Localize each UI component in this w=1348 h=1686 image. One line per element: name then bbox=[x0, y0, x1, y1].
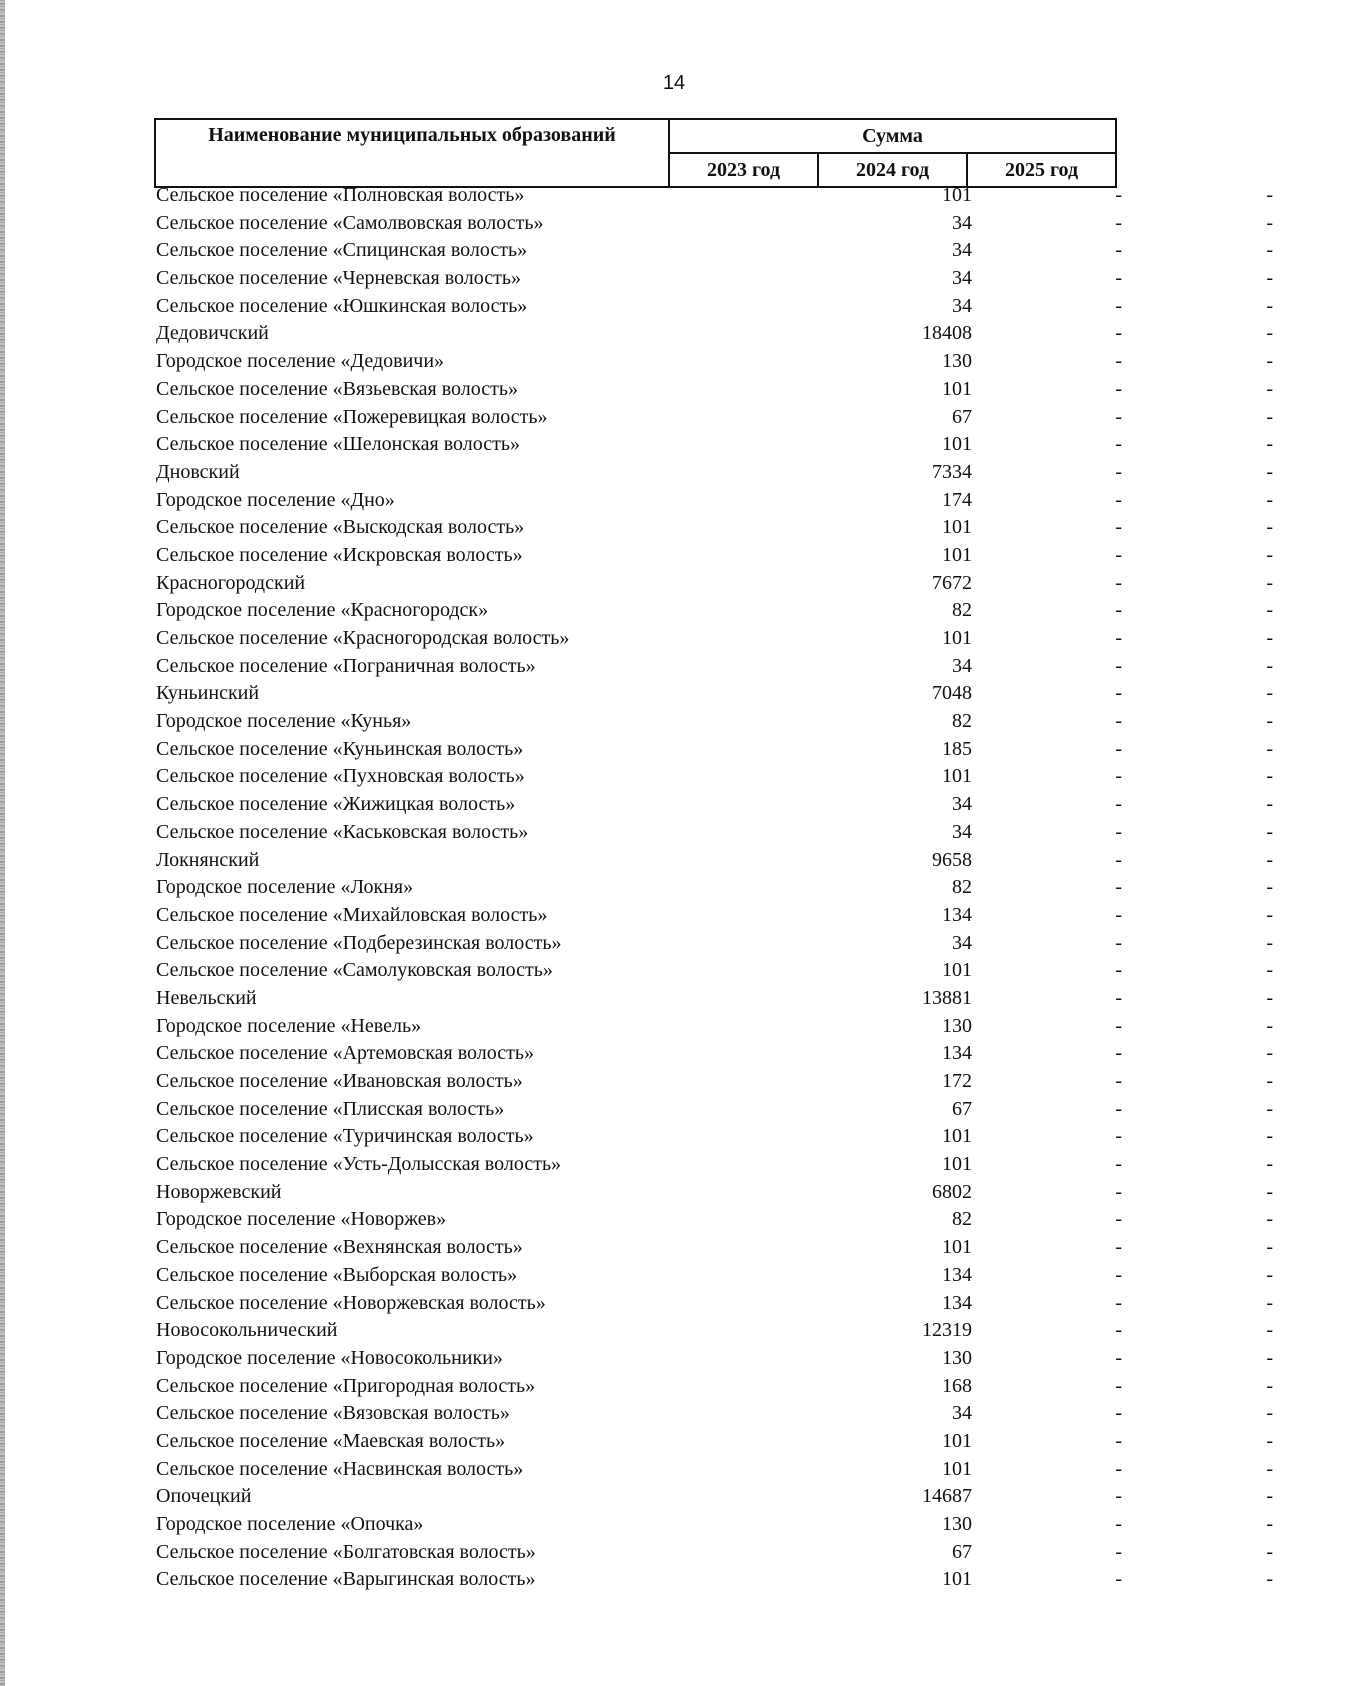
row-value-2025: - bbox=[1266, 571, 1273, 594]
header-year-2025: 2025 год bbox=[967, 153, 1116, 187]
row-value-2025: - bbox=[1266, 1485, 1273, 1508]
row-name: Локнянский bbox=[156, 848, 260, 871]
row-value-2023: 34 bbox=[952, 793, 972, 816]
row-value-2024: - bbox=[1115, 1208, 1122, 1231]
row-name: Городское поселение «Опочка» bbox=[156, 1513, 424, 1535]
row-value-2023: 82 bbox=[952, 599, 972, 622]
row-value-2024: - bbox=[1115, 1263, 1122, 1286]
table-row bbox=[154, 653, 1273, 681]
row-name: Городское поселение «Дедовичи» bbox=[156, 350, 445, 373]
table-row bbox=[154, 376, 1273, 404]
row-value-2024: - bbox=[1115, 1568, 1122, 1591]
row-value-2023: 82 bbox=[952, 710, 972, 733]
table-row bbox=[154, 1511, 1273, 1539]
header-sum: Сумма bbox=[669, 119, 1116, 153]
table-row bbox=[154, 320, 1273, 348]
row-value-2023: 7334 bbox=[932, 460, 972, 483]
table-row bbox=[154, 819, 1273, 847]
row-value-2025: - bbox=[1266, 1457, 1273, 1480]
row-name: Сельское поселение «Болгатовская волость» bbox=[156, 1540, 536, 1563]
row-value-2023: 82 bbox=[952, 1208, 972, 1231]
row-value-2024: - bbox=[1115, 405, 1122, 428]
row-value-2025: - bbox=[1266, 959, 1273, 982]
row-name: Новоржевский bbox=[156, 1180, 282, 1203]
row-value-2024: - bbox=[1115, 959, 1122, 982]
header-year-2023: 2023 год bbox=[669, 153, 818, 187]
row-value-2025: - bbox=[1266, 599, 1273, 622]
row-value-2025: - bbox=[1266, 654, 1273, 677]
row-value-2024: - bbox=[1115, 848, 1122, 871]
row-value-2023: 101 bbox=[942, 543, 972, 566]
row-value-2025: - bbox=[1266, 267, 1273, 290]
row-value-2023: 67 bbox=[952, 405, 972, 428]
row-value-2024: - bbox=[1115, 211, 1122, 234]
row-name: Городское поселение «Новоржев» bbox=[156, 1208, 447, 1231]
table-row bbox=[154, 182, 1273, 210]
row-name: Сельское поселение «Шелонская волость» bbox=[156, 433, 520, 456]
table-row bbox=[154, 874, 1273, 902]
row-value-2023: 34 bbox=[952, 267, 972, 290]
row-name: Сельское поселение «Маевская волость» bbox=[156, 1429, 506, 1452]
row-name: Опочецкий bbox=[156, 1485, 252, 1508]
row-value-2024: - bbox=[1115, 1125, 1122, 1148]
row-value-2023: 34 bbox=[952, 654, 972, 677]
row-value-2023: 101 bbox=[942, 433, 972, 456]
row-value-2024: - bbox=[1115, 543, 1122, 566]
row-name: Сельское поселение «Вехнянская волость» bbox=[156, 1236, 523, 1259]
row-value-2025: - bbox=[1266, 710, 1273, 733]
table-row bbox=[154, 902, 1273, 930]
row-value-2025: - bbox=[1266, 1125, 1273, 1148]
row-name: Сельское поселение «Выскодская волость» bbox=[156, 516, 525, 539]
row-value-2024: - bbox=[1115, 433, 1122, 456]
table-row bbox=[154, 1345, 1273, 1373]
row-value-2025: - bbox=[1266, 239, 1273, 262]
row-value-2024: - bbox=[1115, 903, 1122, 926]
row-value-2025: - bbox=[1266, 1263, 1273, 1286]
row-value-2025: - bbox=[1266, 1374, 1273, 1397]
row-name: Городское поселение «Кунья» bbox=[156, 710, 412, 733]
row-value-2023: 34 bbox=[952, 1402, 972, 1425]
table-row bbox=[154, 1123, 1273, 1151]
row-value-2025: - bbox=[1266, 1208, 1273, 1231]
row-value-2024: - bbox=[1115, 294, 1122, 317]
row-name: Сельское поселение «Самолуковская волость» bbox=[156, 959, 553, 982]
row-name: Сельское поселение «Туричинская волость» bbox=[156, 1125, 534, 1148]
row-value-2023: 34 bbox=[952, 211, 972, 234]
row-value-2024: - bbox=[1115, 1070, 1122, 1092]
table-row bbox=[154, 1179, 1273, 1207]
row-value-2023: 101 bbox=[942, 627, 972, 649]
table-header bbox=[154, 118, 1117, 188]
row-value-2024: - bbox=[1115, 793, 1122, 816]
row-value-2023: 101 bbox=[942, 1429, 972, 1452]
row-value-2025: - bbox=[1266, 1568, 1273, 1591]
row-name: Сельское поселение «Пухновская волость» bbox=[156, 765, 525, 788]
row-name: Сельское поселение «Михайловская волость» bbox=[156, 903, 548, 926]
row-value-2024: - bbox=[1115, 184, 1122, 206]
row-value-2025: - bbox=[1266, 1236, 1273, 1259]
row-name: Сельское поселение «Черневская волость» bbox=[156, 267, 522, 290]
row-value-2024: - bbox=[1115, 571, 1122, 594]
row-name: Сельское поселение «Вязьевская волость» bbox=[156, 377, 518, 400]
table-row bbox=[154, 1428, 1273, 1456]
row-value-2025: - bbox=[1266, 1346, 1273, 1369]
table-row bbox=[154, 1206, 1273, 1234]
row-name: Сельское поселение «Красногородская волость» bbox=[156, 627, 570, 649]
row-value-2025: - bbox=[1266, 1180, 1273, 1203]
table-row bbox=[154, 1234, 1273, 1262]
table-row bbox=[154, 1040, 1273, 1068]
row-value-2023: 18408 bbox=[922, 322, 972, 345]
table-row bbox=[154, 1539, 1273, 1567]
table-row bbox=[154, 680, 1273, 708]
row-value-2025: - bbox=[1266, 737, 1273, 760]
table-row bbox=[154, 514, 1273, 542]
row-name: Сельское поселение «Новоржевская волость» bbox=[156, 1291, 546, 1314]
table-row bbox=[154, 1262, 1273, 1290]
row-value-2024: - bbox=[1115, 1402, 1122, 1425]
table-row bbox=[154, 487, 1273, 515]
row-value-2023: 12319 bbox=[922, 1319, 972, 1342]
row-value-2024: - bbox=[1115, 1319, 1122, 1342]
row-value-2023: 101 bbox=[942, 1236, 972, 1259]
row-value-2024: - bbox=[1115, 682, 1122, 705]
table-row bbox=[154, 1400, 1273, 1428]
table-row bbox=[154, 1456, 1273, 1484]
row-name: Невельский bbox=[156, 986, 257, 1009]
row-value-2023: 67 bbox=[952, 1540, 972, 1563]
table-row bbox=[154, 293, 1273, 321]
row-value-2025: - bbox=[1266, 682, 1273, 705]
row-value-2025: - bbox=[1266, 516, 1273, 539]
row-name: Сельское поселение «Юшкинская волость» bbox=[156, 294, 528, 317]
row-value-2024: - bbox=[1115, 1014, 1122, 1037]
row-value-2023: 174 bbox=[942, 488, 972, 511]
table-row bbox=[154, 847, 1273, 875]
row-value-2023: 34 bbox=[952, 294, 972, 317]
row-value-2023: 134 bbox=[942, 1291, 972, 1314]
table-row bbox=[154, 348, 1273, 376]
header-name: Наименование муниципальных образований bbox=[155, 119, 669, 187]
row-value-2024: - bbox=[1115, 1097, 1122, 1120]
row-value-2024: - bbox=[1115, 239, 1122, 262]
row-value-2025: - bbox=[1266, 184, 1273, 206]
row-value-2025: - bbox=[1266, 1042, 1273, 1065]
row-value-2025: - bbox=[1266, 1319, 1273, 1342]
row-name: Городское поселение «Дно» bbox=[156, 488, 395, 511]
row-value-2024: - bbox=[1115, 322, 1122, 345]
row-value-2023: 101 bbox=[942, 184, 972, 206]
row-value-2024: - bbox=[1115, 1346, 1122, 1369]
row-value-2023: 82 bbox=[952, 876, 972, 899]
row-name: Городское поселение «Невель» bbox=[156, 1014, 422, 1037]
row-name: Сельское поселение «Пограничная волость» bbox=[156, 654, 536, 677]
row-value-2023: 67 bbox=[952, 1097, 972, 1120]
table-row bbox=[154, 459, 1273, 487]
table-row bbox=[154, 210, 1273, 238]
table-row bbox=[154, 791, 1273, 819]
row-value-2024: - bbox=[1115, 710, 1122, 733]
row-value-2025: - bbox=[1266, 820, 1273, 843]
table-row bbox=[154, 930, 1273, 958]
row-value-2024: - bbox=[1115, 654, 1122, 677]
row-value-2024: - bbox=[1115, 1180, 1122, 1203]
row-value-2023: 101 bbox=[942, 1457, 972, 1480]
row-value-2025: - bbox=[1266, 1097, 1273, 1120]
row-value-2025: - bbox=[1266, 1291, 1273, 1314]
row-value-2025: - bbox=[1266, 1402, 1273, 1425]
table-row bbox=[154, 431, 1273, 459]
row-value-2025: - bbox=[1266, 931, 1273, 954]
row-name: Новосокольнический bbox=[156, 1319, 338, 1342]
table-row bbox=[154, 1566, 1273, 1594]
row-value-2025: - bbox=[1266, 350, 1273, 373]
row-name: Куньинский bbox=[156, 682, 260, 705]
row-value-2024: - bbox=[1115, 1042, 1122, 1065]
row-value-2023: 13881 bbox=[922, 986, 972, 1009]
table-row bbox=[154, 404, 1273, 432]
row-value-2025: - bbox=[1266, 405, 1273, 428]
row-value-2023: 101 bbox=[942, 959, 972, 982]
table-row bbox=[154, 237, 1273, 265]
table-row bbox=[154, 570, 1273, 598]
row-name: Сельское поселение «Варыгинская волость» bbox=[156, 1568, 536, 1591]
row-name: Сельское поселение «Куньинская волость» bbox=[156, 737, 524, 760]
row-value-2025: - bbox=[1266, 460, 1273, 483]
row-value-2024: - bbox=[1115, 876, 1122, 899]
row-name: Сельское поселение «Вязовская волость» bbox=[156, 1402, 510, 1425]
row-name: Сельское поселение «Насвинская волость» bbox=[156, 1457, 524, 1480]
row-value-2024: - bbox=[1115, 377, 1122, 400]
row-value-2025: - bbox=[1266, 765, 1273, 788]
row-value-2024: - bbox=[1115, 1513, 1122, 1535]
row-name: Сельское поселение «Спицинская волость» bbox=[156, 239, 528, 262]
row-name: Сельское поселение «Искровская волость» bbox=[156, 543, 523, 566]
row-value-2023: 134 bbox=[942, 903, 972, 926]
row-value-2023: 185 bbox=[942, 737, 972, 760]
row-value-2023: 101 bbox=[942, 516, 972, 539]
table-body bbox=[154, 182, 1273, 1594]
table-row bbox=[154, 542, 1273, 570]
row-value-2024: - bbox=[1115, 931, 1122, 954]
row-value-2023: 130 bbox=[942, 1346, 972, 1369]
row-value-2024: - bbox=[1115, 1374, 1122, 1397]
row-name: Сельское поселение «Выборская волость» bbox=[156, 1263, 518, 1286]
row-value-2025: - bbox=[1266, 1014, 1273, 1037]
row-value-2023: 34 bbox=[952, 820, 972, 843]
row-value-2024: - bbox=[1115, 765, 1122, 788]
row-value-2023: 101 bbox=[942, 1125, 972, 1148]
row-value-2025: - bbox=[1266, 488, 1273, 511]
row-value-2024: - bbox=[1115, 1485, 1122, 1508]
row-value-2025: - bbox=[1266, 986, 1273, 1009]
row-value-2024: - bbox=[1115, 1457, 1122, 1480]
row-value-2024: - bbox=[1115, 460, 1122, 483]
row-value-2023: 34 bbox=[952, 239, 972, 262]
header-year-2024: 2024 год bbox=[818, 153, 967, 187]
row-name: Красногородский bbox=[156, 571, 306, 594]
row-value-2025: - bbox=[1266, 1513, 1273, 1535]
row-value-2023: 6802 bbox=[932, 1180, 972, 1203]
row-value-2025: - bbox=[1266, 627, 1273, 649]
row-value-2025: - bbox=[1266, 848, 1273, 871]
row-value-2023: 9658 bbox=[932, 848, 972, 871]
row-name: Сельское поселение «Усть-Долысская волость» bbox=[156, 1153, 562, 1176]
row-value-2023: 101 bbox=[942, 377, 972, 400]
row-name: Сельское поселение «Полновская волость» bbox=[156, 184, 525, 206]
table-row bbox=[154, 957, 1273, 985]
row-name: Сельское поселение «Подберезинская волость» bbox=[156, 931, 562, 954]
row-value-2024: - bbox=[1115, 1429, 1122, 1452]
table-row bbox=[154, 708, 1273, 736]
row-value-2023: 14687 bbox=[922, 1485, 972, 1508]
table-row bbox=[154, 625, 1273, 653]
row-value-2025: - bbox=[1266, 211, 1273, 234]
table-row bbox=[154, 1013, 1273, 1041]
table-row bbox=[154, 597, 1273, 625]
row-value-2023: 130 bbox=[942, 350, 972, 373]
row-value-2024: - bbox=[1115, 820, 1122, 843]
row-value-2024: - bbox=[1115, 350, 1122, 373]
table-row bbox=[154, 1317, 1273, 1345]
row-value-2025: - bbox=[1266, 543, 1273, 566]
row-value-2025: - bbox=[1266, 433, 1273, 456]
table-row bbox=[154, 1151, 1273, 1179]
row-value-2024: - bbox=[1115, 1291, 1122, 1314]
row-value-2023: 7048 bbox=[932, 682, 972, 705]
row-value-2023: 101 bbox=[942, 1568, 972, 1591]
row-value-2023: 172 bbox=[942, 1070, 972, 1092]
row-value-2023: 168 bbox=[942, 1374, 972, 1397]
scan-edge bbox=[0, 0, 5, 1686]
row-name: Сельское поселение «Плисская волость» bbox=[156, 1097, 505, 1120]
row-name: Городское поселение «Новосокольники» bbox=[156, 1346, 503, 1369]
row-value-2023: 101 bbox=[942, 765, 972, 788]
row-value-2025: - bbox=[1266, 793, 1273, 816]
row-value-2025: - bbox=[1266, 1070, 1273, 1092]
row-name: Сельское поселение «Самолвовская волость» bbox=[156, 211, 544, 234]
row-value-2024: - bbox=[1115, 986, 1122, 1009]
table-row bbox=[154, 1483, 1273, 1511]
page-number: 14 bbox=[662, 72, 686, 94]
table-row bbox=[154, 1068, 1273, 1096]
row-value-2023: 134 bbox=[942, 1263, 972, 1286]
table-row bbox=[154, 763, 1273, 791]
row-value-2025: - bbox=[1266, 322, 1273, 345]
table-row bbox=[154, 1290, 1273, 1318]
row-value-2025: - bbox=[1266, 1429, 1273, 1452]
table-row bbox=[154, 1373, 1273, 1401]
row-value-2025: - bbox=[1266, 1540, 1273, 1563]
row-name: Городское поселение «Красногородск» bbox=[156, 599, 489, 622]
row-value-2024: - bbox=[1115, 516, 1122, 539]
row-value-2023: 130 bbox=[942, 1014, 972, 1037]
row-value-2025: - bbox=[1266, 876, 1273, 899]
row-name: Сельское поселение «Каськовская волость» bbox=[156, 820, 529, 843]
row-value-2024: - bbox=[1115, 488, 1122, 511]
row-name: Сельское поселение «Жижицкая волость» bbox=[156, 793, 516, 816]
row-name: Городское поселение «Локня» bbox=[156, 876, 414, 899]
row-name: Сельское поселение «Артемовская волость» bbox=[156, 1042, 535, 1065]
table-row bbox=[154, 265, 1273, 293]
row-value-2025: - bbox=[1266, 903, 1273, 926]
row-value-2024: - bbox=[1115, 1153, 1122, 1176]
row-value-2024: - bbox=[1115, 267, 1122, 290]
row-value-2023: 34 bbox=[952, 931, 972, 954]
row-value-2024: - bbox=[1115, 599, 1122, 622]
row-name: Сельское поселение «Пригородная волость» bbox=[156, 1374, 536, 1397]
row-name: Сельское поселение «Пожеревицкая волость» bbox=[156, 405, 548, 428]
row-name: Сельское поселение «Ивановская волость» bbox=[156, 1070, 523, 1092]
row-value-2025: - bbox=[1266, 294, 1273, 317]
row-value-2025: - bbox=[1266, 1153, 1273, 1176]
table-row bbox=[154, 1096, 1273, 1124]
row-value-2025: - bbox=[1266, 377, 1273, 400]
row-value-2023: 134 bbox=[942, 1042, 972, 1065]
row-name: Дновский bbox=[156, 460, 240, 483]
row-value-2023: 101 bbox=[942, 1153, 972, 1176]
row-value-2023: 130 bbox=[942, 1513, 972, 1535]
row-value-2024: - bbox=[1115, 627, 1122, 649]
row-value-2024: - bbox=[1115, 1540, 1122, 1563]
row-name: Дедовичский bbox=[156, 322, 269, 345]
row-value-2024: - bbox=[1115, 1236, 1122, 1259]
row-value-2023: 7672 bbox=[932, 571, 972, 594]
table-row bbox=[154, 985, 1273, 1013]
table-row bbox=[154, 736, 1273, 764]
row-value-2024: - bbox=[1115, 737, 1122, 760]
